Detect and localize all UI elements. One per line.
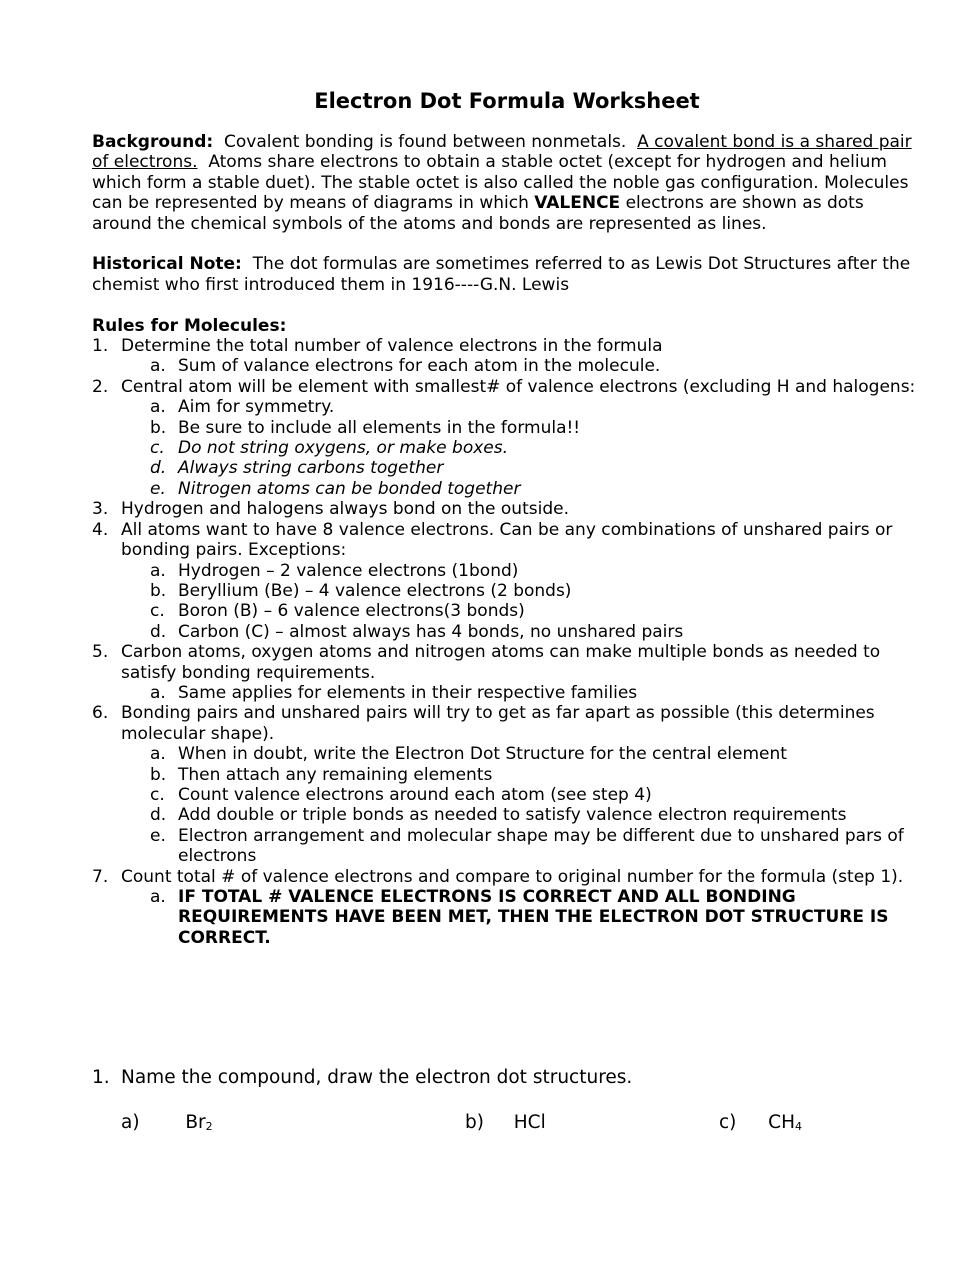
subitem-letter: d. [150,621,167,642]
subitem-text: Carbon (C) – almost always has 4 bonds, no unshared pairs [178,621,684,642]
rule-subitem [92,887,922,948]
subitem-letter: e. [150,825,166,846]
part-formula: CH [768,1112,796,1133]
subitem-text: Nitrogen atoms can be bonded together [178,478,521,499]
subitem-text: Boron (B) – 6 valence electrons(3 bonds) [178,601,525,622]
subitem-text: Add double or triple bonds as needed to satisfy valence electron requirements [178,805,847,826]
rule-subitem [92,356,922,376]
rule-subitem [92,601,922,621]
rule-number: 7. [92,866,109,887]
rule-item [92,377,922,397]
part-subscript: 4 [795,1120,803,1133]
subitem-letter: e. [150,478,166,499]
subitem-text: Hydrogen – 2 valence electrons (1bond) [178,560,519,581]
question-number: 1. [92,1067,110,1088]
valence-bold: VALENCE [534,193,621,214]
rule-subitem [92,785,922,805]
rule-subitem [92,438,922,458]
historical-label: Historical Note: [92,254,242,275]
subitem-text: When in doubt, write the Electron Dot Structure for the central element [178,744,787,765]
rules-heading: Rules for Molecules: [92,315,287,336]
background-paragraph [92,132,922,234]
subitem-letter: a. [150,887,166,907]
rule-number: 5. [92,642,109,663]
part-label: a) [121,1112,140,1133]
historical-paragraph [92,254,922,295]
subitem-letter: d. [150,458,167,479]
rule-number: 6. [92,703,109,724]
historical-text: The dot formulas are sometimes referred to as Lewis Dot Structures after the chemist who first introduced them in 1916----G.N. Lewis [92,254,911,295]
rule-item [92,867,922,887]
rule-text: Carbon atoms, oxygen atoms and nitrogen atoms can make multiple bonds as needed to satisfy bonding requirements. [121,642,881,683]
subitem-text: Always string carbons together [178,458,444,479]
subitem-text: Be sure to include all elements in the formula!! [178,417,581,438]
question-text: Name the compound, draw the electron dot structures. [121,1067,633,1088]
subitem-text: Same applies for elements in their respective families [178,682,638,703]
answer-part-c [719,1111,802,1139]
subitem-letter: a. [150,744,166,765]
background-text-1: Covalent bonding is found between nonmetals. [224,132,627,152]
rule-item [92,336,922,356]
question-1 [92,1066,922,1090]
rule-item [92,703,922,744]
subitem-text: Do not string oxygens, or make boxes. [178,438,509,459]
subitem-text: Aim for symmetry. [178,397,335,418]
rules-list [92,336,922,948]
subitem-text: Count valence electrons around each atom (see step 4) [178,784,652,805]
answer-part-a [121,1111,213,1139]
rule-text: Central atom will be element with smallest# of valence electrons (excluding H and halogens: [121,376,916,397]
rule-subitem [92,622,922,642]
rule-subitem [92,826,922,867]
subitem-text: Beryllium (Be) – 4 valence electrons (2 bonds) [178,580,572,601]
rule-subitem [92,805,922,825]
question-prompt [92,1066,922,1090]
page-title: Electron Dot Formula Worksheet [314,89,700,113]
subitem-letter: a. [150,560,166,581]
worksheet-body [92,88,922,948]
part-formula: Br [185,1112,206,1133]
answer-part-b [465,1111,546,1135]
rule-number: 1. [92,336,109,357]
background-label: Background: [92,132,214,152]
subitem-letter: c. [150,601,165,622]
subitem-letter: a. [150,682,166,703]
rule-subitem [92,683,922,703]
subitem-letter: d. [150,805,167,826]
subitem-text: Then attach any remaining elements [178,764,493,785]
rule-subitem [92,561,922,581]
subitem-letter: b. [150,580,167,601]
rule-subitem [92,744,922,764]
part-label: b) [465,1112,484,1133]
subitem-letter: b. [150,417,167,438]
background-underlined: A covalent bond is a shared pair of electrons. [92,132,912,173]
rule-subitem [92,765,922,785]
part-label: c) [719,1112,737,1133]
subitem-text: IF TOTAL # VALENCE ELECTRONS IS CORRECT AND ALL BONDING REQUIREMENTS HAVE BEEN MET, THEN THE ELECTRON DOT STRUCTURE IS CORRECT. [178,887,889,948]
rule-text: Hydrogen and halogens always bond on the outside. [121,499,569,520]
rule-item [92,520,922,561]
rule-number: 4. [92,519,109,540]
rule-text: Bonding pairs and unshared pairs will try to get as far apart as possible (this determines molecular shape). [121,703,875,744]
rule-number: 3. [92,499,109,520]
rule-subitem [92,581,922,601]
rule-subitem [92,418,922,438]
background-text-3: electrons are shown as dots around the chemical symbols of the atoms and bonds are represented as lines. [92,193,864,234]
rule-item [92,499,922,519]
subitem-letter: c. [150,438,165,459]
rule-item [92,642,922,683]
part-formula: HCl [513,1112,546,1133]
rule-subitem [92,458,922,478]
subitem-letter: b. [150,764,167,785]
subitem-text: Electron arrangement and molecular shape may be different due to unshared pars of electrons [178,825,904,867]
subitem-letter: a. [150,356,166,377]
background-text-2: Atoms share electrons to obtain a stable octet (except for hydrogen and helium which form a stable duet). The stable octet is also called the noble gas configuration. Molecules can be represented by means of diagrams in which [92,152,909,214]
part-subscript: 2 [205,1120,213,1133]
subitem-letter: c. [150,784,165,805]
rule-text: Determine the total number of valence electrons in the formula [121,336,663,357]
rule-subitem [92,397,922,417]
rule-number: 2. [92,376,109,397]
rule-text: All atoms want to have 8 valence electrons. Can be any combinations of unshared pairs or bonding pairs. Exceptions: [121,519,893,561]
rule-text: Count total # of valence electrons and compare to original number for the formula (step 1). [121,866,904,887]
rule-subitem [92,479,922,499]
subitem-text: Sum of valance electrons for each atom in the molecule. [178,356,661,377]
subitem-letter: a. [150,397,166,418]
